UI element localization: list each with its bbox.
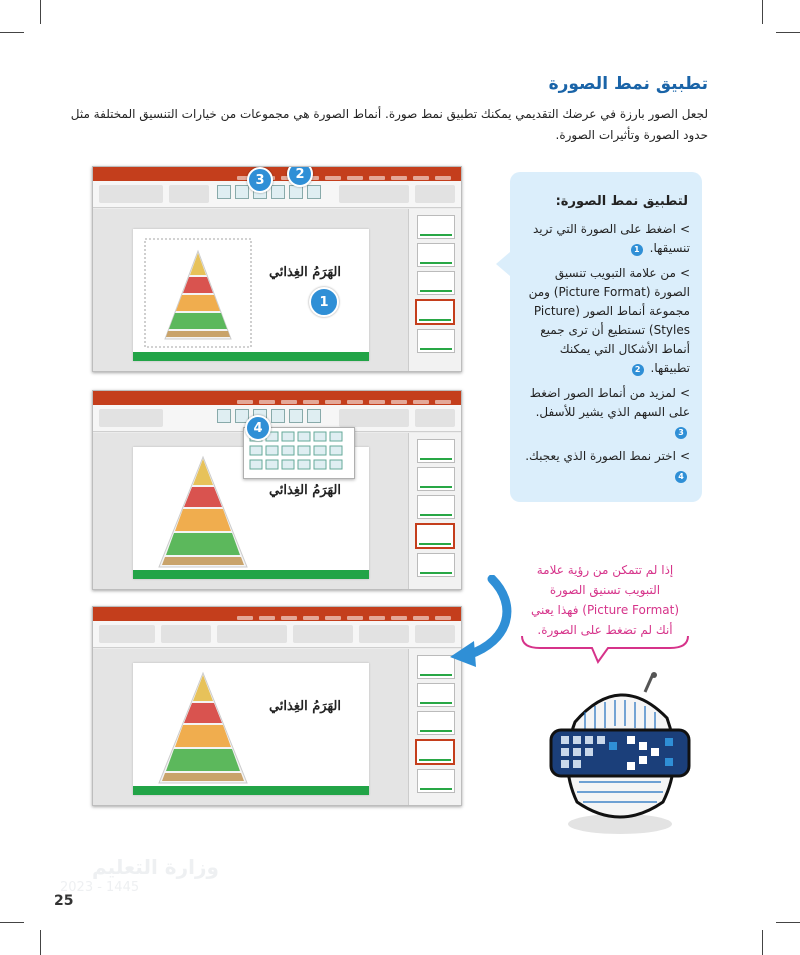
list-item: >اختر نمط الصورة الذي يعجبك. 4 [525,449,690,481]
instructions-box [510,172,702,502]
powerpoint-screenshot-2 [92,390,462,590]
step-number-icon: 2 [632,364,644,376]
ministry-logo-watermark: وزارة التعليم [92,855,219,879]
slide-canvas [133,663,369,795]
ribbon [93,181,461,208]
logo-year: 2023 - 1445 [60,880,140,895]
ribbon-tabs [93,174,461,181]
list-item: >اضغط على الصورة التي تريد تنسيقها. 1 [532,222,690,255]
crop-mark [40,930,41,955]
intro-paragraph: لجعل الصور بارزة في عرضك التقديمي يمكنك تطبيق نمط صورة. أنماط الصورة هي مجموعات من خيارات التنسيق المختلفة مثل حدود الصورة وتأثيرات الصورة. [70,107,708,142]
slide-title: الهَرَمُ الغِذائي [268,699,341,714]
step-badge: 3 [247,167,273,193]
ribbon-tabs [93,398,461,405]
ribbon [93,621,461,648]
step-number-icon: 3 [675,427,687,439]
food-pyramid-image [153,451,253,575]
step-number-icon: 4 [675,471,687,483]
slide-title: الهَرَمُ الغِذائي [268,483,341,498]
slide-thumbnails-pane [408,433,461,589]
powerpoint-screenshot-1 [92,166,462,372]
list-item: >من علامة التبويب تنسيق الصورة (Picture Format) ومن مجموعة أنماط الصور (Picture Styles) تستطيع أن ترى جميع أنماط الأشكال التي يمكنك تطبيقها. 2 [528,266,690,375]
instructions-list [520,220,690,491]
instructions-title: لتطبيق نمط الصورة: [555,194,688,209]
ribbon-tabs [93,614,461,621]
curved-arrow-icon [440,575,520,670]
crop-mark [0,922,24,923]
crop-mark [776,922,800,923]
food-pyramid-image [153,667,253,791]
robot-mascot-image [545,672,695,837]
slide-title: الهَرَمُ الغِذائي [268,265,341,280]
step-badge: 4 [245,415,271,441]
slide-thumbnails-pane [408,649,461,805]
list-item: >لمزيد من أنماط الصور اضغط على السهم الذي يشير للأسفل. 3 [529,386,690,437]
crop-mark [0,32,24,33]
crop-mark [762,930,763,955]
crop-mark [762,0,763,24]
crop-mark [40,0,41,24]
tip-note [520,550,690,650]
food-pyramid-image [143,237,253,353]
crop-mark [776,32,800,33]
slide-thumbnails-pane [408,209,461,371]
step-badge: 1 [309,287,339,317]
page-number: 25 [54,893,74,909]
step-number-icon: 1 [631,244,643,256]
powerpoint-screenshot-3 [92,606,462,806]
tip-text: إذا لم تتمكن من رؤية علامة التبويب تسنيق الصورة (Picture Format) فهذا يعني أنك لم تضغط على الصورة. [530,563,680,637]
page-title: تطبيق نمط الصورة [548,74,708,94]
step-badge: 2 [287,166,313,187]
